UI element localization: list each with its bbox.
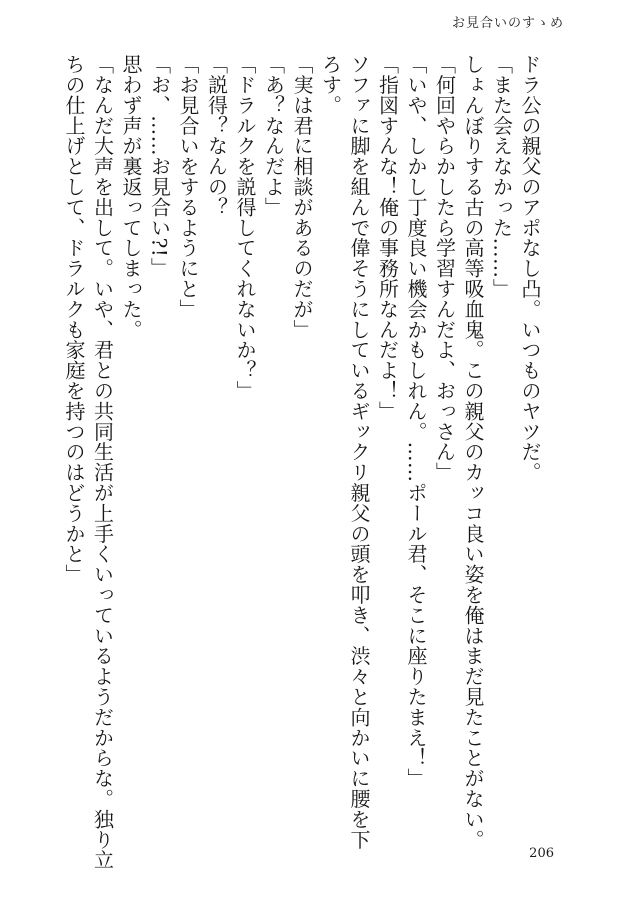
running-header: お見合いのすゝめ [451, 16, 564, 31]
text-line: 「何回やらかしたら学習すんだよ、おっさん」 [432, 54, 457, 483]
text-line: 「実は君に相談があるのだが」 [290, 54, 314, 340]
text-line: ちの仕上げとして、ドラルクも家庭を持つのはどうかと」 [62, 54, 86, 585]
text-line: ソファに脚を組んで偉そうにしているギックリ親父の頭を叩き、渋々と向かいに腰を下 [347, 54, 371, 850]
text-line: 「いや、しかし丁度良い機会かもしれん。……ポール君、そこに座りたまえ！」 [404, 54, 428, 789]
text-line: 「説得？なんの？ [204, 54, 229, 218]
page-number: 206 [529, 846, 554, 861]
text-line: ドラ公の親父のアポなし凸。いつものヤツだ。 [518, 54, 542, 483]
text-line: 「また会えなかった……」 [489, 54, 514, 299]
text-line: 「ドラルクを説得してくれないか？」 [233, 54, 257, 401]
text-line: 「お、……お見合い?!」 [147, 54, 172, 278]
text-line: 「なんだ大声を出して。いや、君との共同生活が上手くいっているようだからな。独り立 [90, 54, 115, 870]
text-line: 「指図すんな！俺の事務所なんだよ！」 [375, 54, 400, 422]
text-line: ろす。 [318, 54, 343, 116]
text-line: しょんぼりする古の高等吸血鬼。この親父のカッコ良い姿を俺はまだ見たことがない。 [461, 54, 485, 850]
text-line: 「あ？なんだよ」 [261, 54, 286, 218]
text-line: 思わず声が裏返ってしまった。 [119, 54, 143, 340]
text-line: 「お見合いをするようにと」 [176, 54, 200, 320]
